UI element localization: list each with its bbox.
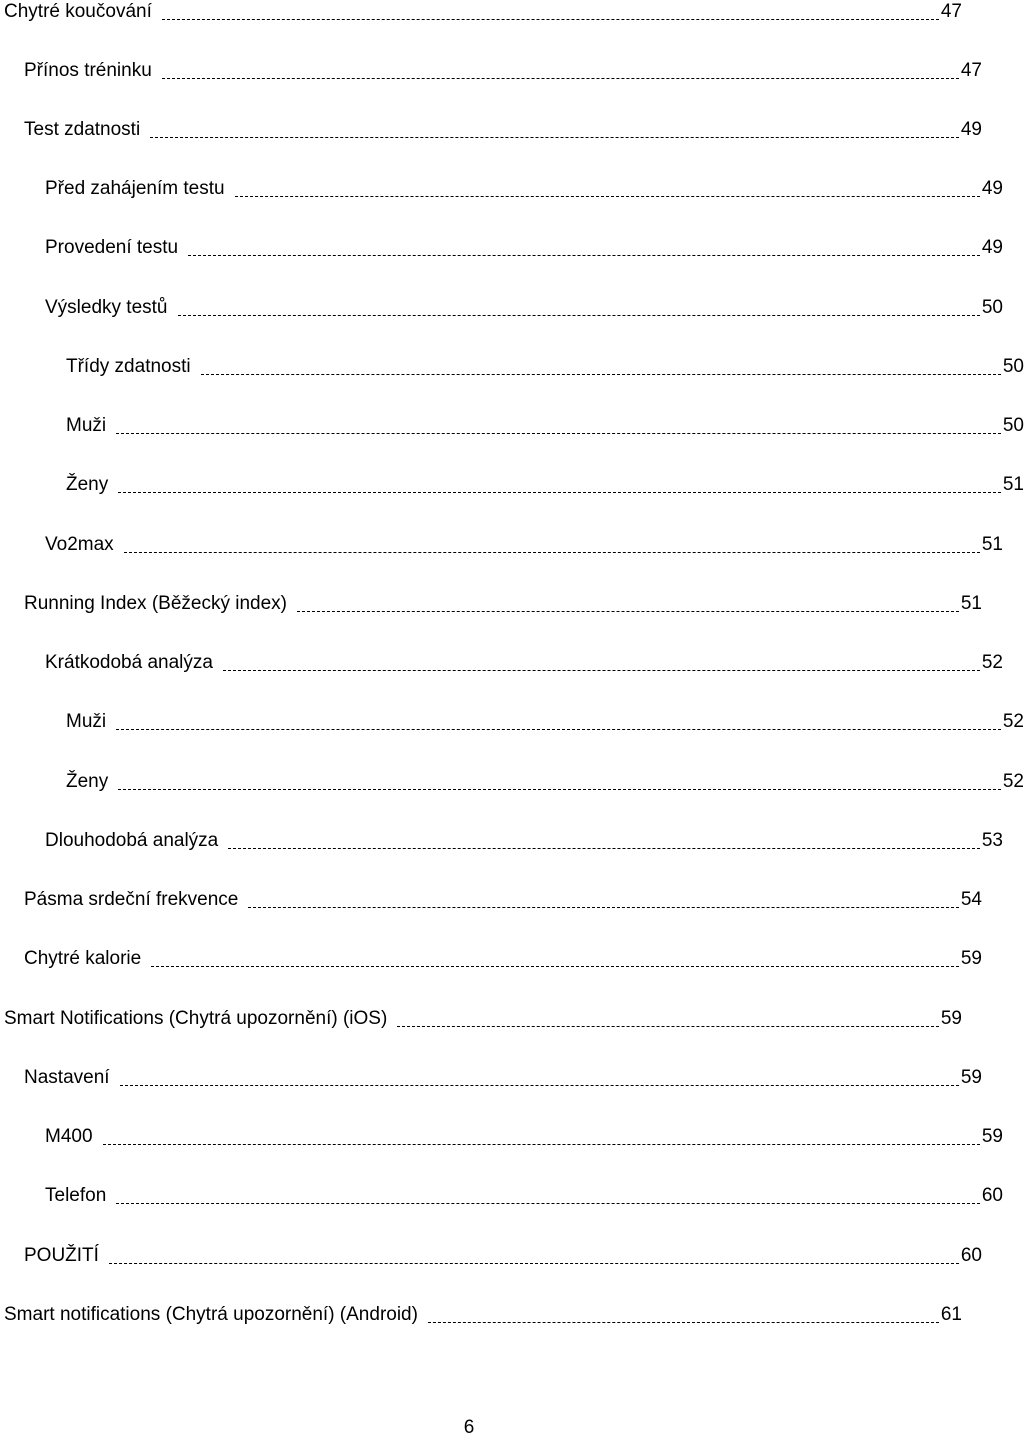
toc-entry-title: Ženy (66, 474, 109, 495)
toc-entry-page: 52 (1002, 711, 1024, 732)
toc-entry[interactable] (0, 414, 1024, 438)
toc-entry-page: 59 (940, 1008, 962, 1029)
toc-entry-page: 61 (940, 1304, 962, 1325)
toc-entry-page: 59 (960, 1067, 982, 1088)
toc-dot-leader (120, 1085, 959, 1086)
toc-entry[interactable] (0, 236, 1003, 260)
toc-dot-leader (397, 1026, 939, 1027)
toc-entry[interactable] (0, 710, 1024, 734)
toc-entry-title: Ženy (66, 771, 109, 792)
toc-entry-title: Smart Notifications (Chytrá upozornění) (iOS) (4, 1008, 388, 1029)
toc-entry[interactable] (0, 355, 1024, 379)
toc-entry-page: 49 (981, 237, 1003, 258)
toc-entry[interactable] (0, 651, 1003, 675)
toc-entry[interactable] (0, 1007, 962, 1031)
toc-entry-title: Přínos tréninku (24, 60, 152, 81)
toc-entry-page: 52 (981, 652, 1003, 673)
toc-entry-title: Výsledky testů (45, 297, 168, 318)
toc-dot-leader (162, 19, 939, 20)
toc-entry[interactable] (0, 1303, 962, 1327)
toc-entry-title: Pásma srdeční frekvence (24, 889, 239, 910)
toc-dot-leader (201, 374, 1001, 375)
toc-dot-leader (223, 670, 980, 671)
toc-dot-leader (150, 137, 959, 138)
toc-dot-leader (228, 848, 980, 849)
toc-entry-page: 49 (981, 178, 1003, 199)
toc-entry-title: Telefon (45, 1185, 107, 1206)
toc-entry-title: Muži (66, 415, 107, 436)
toc-dot-leader (124, 552, 980, 553)
toc-entry-page: 59 (960, 948, 982, 969)
toc-entry-title: POUŽITÍ (24, 1245, 99, 1266)
toc-entry-title: Dlouhodobá analýza (45, 830, 219, 851)
toc-entry-page: 60 (960, 1245, 982, 1266)
toc-entry[interactable] (0, 947, 982, 971)
toc-entry-title: Chytré kalorie (24, 948, 142, 969)
toc-dot-leader (116, 1203, 980, 1204)
toc-entry-title: Před zahájením testu (45, 178, 225, 199)
toc-entry-title: Test zdatnosti (24, 119, 141, 140)
toc-entry-page: 49 (960, 119, 982, 140)
toc-entry[interactable] (0, 59, 982, 83)
toc-dot-leader (188, 255, 980, 256)
toc-entry[interactable] (0, 592, 982, 616)
toc-entry-title: M400 (45, 1126, 93, 1147)
toc-entry-page: 47 (940, 1, 962, 22)
toc-dot-leader (248, 907, 958, 908)
toc-dot-leader (109, 1263, 959, 1264)
toc-dot-leader (116, 433, 1001, 434)
toc-entry[interactable] (0, 118, 982, 142)
toc-dot-leader (178, 315, 980, 316)
toc-entry-page: 50 (1002, 415, 1024, 436)
toc-entry-title: Vo2max (45, 534, 114, 555)
toc-dot-leader (103, 1144, 980, 1145)
toc-entry-page: 50 (1002, 356, 1024, 377)
toc-entry[interactable] (0, 1125, 1003, 1149)
toc-entry-page: 50 (981, 297, 1003, 318)
toc-entry[interactable] (0, 473, 1024, 497)
toc-entry[interactable] (0, 0, 962, 24)
toc-entry-page: 51 (1002, 474, 1024, 495)
toc-entry-title: Krátkodobá analýza (45, 652, 213, 673)
toc-dot-leader (297, 611, 959, 612)
toc-entry[interactable] (0, 1066, 982, 1090)
toc-entry[interactable] (0, 829, 1003, 853)
toc-entry[interactable] (0, 296, 1003, 320)
toc-entry[interactable] (0, 1184, 1003, 1208)
toc-entry-page: 51 (981, 534, 1003, 555)
toc-dot-leader (118, 789, 1001, 790)
toc-entry-page: 59 (981, 1126, 1003, 1147)
toc-dot-leader (151, 966, 959, 967)
toc-dot-leader (235, 196, 980, 197)
toc-entry-title: Smart notifications (Chytrá upozornění) (Android) (4, 1304, 418, 1325)
toc-entry-title: Nastavení (24, 1067, 110, 1088)
toc-entry-title: Running Index (Běžecký index) (24, 593, 287, 614)
page-number: 6 (463, 1417, 475, 1438)
toc-entry[interactable] (0, 1244, 982, 1268)
toc-dot-leader (118, 492, 1001, 493)
toc-entry[interactable] (0, 177, 1003, 201)
toc-entry-page: 53 (981, 830, 1003, 851)
toc-entry-title: Třídy zdatnosti (66, 356, 191, 377)
toc-entry-title: Muži (66, 711, 107, 732)
toc-entry-title: Chytré koučování (4, 1, 152, 22)
toc-entry[interactable] (0, 888, 982, 912)
toc-entry[interactable] (0, 533, 1003, 557)
toc-dot-leader (428, 1322, 939, 1323)
toc-entry[interactable] (0, 770, 1024, 794)
toc-entry-page: 51 (960, 593, 982, 614)
toc-entry-title: Provedení testu (45, 237, 179, 258)
toc-entry-page: 54 (960, 889, 982, 910)
toc-dot-leader (162, 78, 959, 79)
toc-dot-leader (116, 729, 1001, 730)
toc-entry-page: 60 (981, 1185, 1003, 1206)
toc-entry-page: 52 (1002, 771, 1024, 792)
toc-entry-page: 47 (960, 60, 982, 81)
